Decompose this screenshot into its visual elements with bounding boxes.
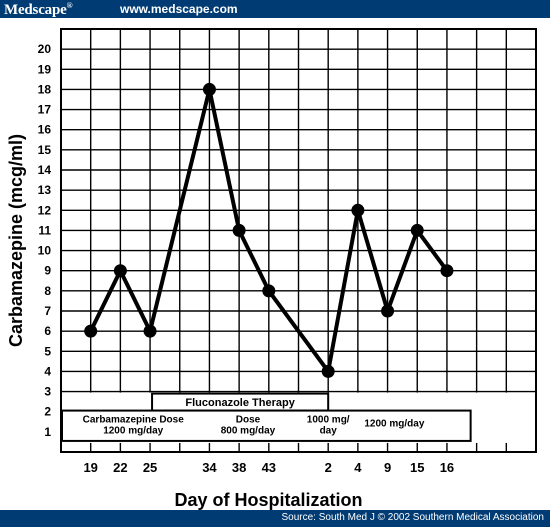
header-banner xyxy=(0,0,550,18)
data-point xyxy=(381,305,394,318)
dose-segment-label: 1000 mg/ xyxy=(306,414,350,426)
x-tick-label: 22 xyxy=(113,460,128,475)
dose-segment-label: Carbamazepine Dose xyxy=(82,414,184,426)
data-point xyxy=(203,83,216,96)
data-point xyxy=(262,284,275,297)
x-tick-label: 9 xyxy=(383,460,392,475)
data-point xyxy=(84,325,97,338)
dose-segment-label: 800 mg/day xyxy=(220,425,276,437)
y-tick-label: 18 xyxy=(37,82,51,97)
data-point xyxy=(144,325,157,338)
x-tick-label: 38 xyxy=(231,460,247,475)
source-citation: Source: South Med J © 2002 Southern Medical Association xyxy=(281,512,544,523)
y-tick-label: 13 xyxy=(37,183,51,198)
y-tick-label: 6 xyxy=(44,324,51,339)
y-tick-label: 19 xyxy=(37,62,51,77)
y-tick-label: 15 xyxy=(37,142,51,157)
y-tick-label: 9 xyxy=(44,263,51,278)
brand-name: Medscape xyxy=(4,2,67,18)
data-point xyxy=(233,224,246,237)
y-tick-label: 17 xyxy=(37,102,51,117)
dose-segment-label: day xyxy=(319,425,337,437)
y-tick-label: 4 xyxy=(44,364,51,379)
x-tick-label: 34 xyxy=(202,460,217,475)
carbamazepine-chart xyxy=(0,18,550,510)
y-tick-label: 20 xyxy=(37,42,51,57)
x-axis-label: Day of Hospitalization xyxy=(174,490,363,510)
x-tick-label: 19 xyxy=(83,460,98,475)
y-tick-label: 16 xyxy=(37,122,51,137)
y-tick-label: 11 xyxy=(38,223,51,238)
y-tick-label: 14 xyxy=(37,163,51,177)
y-tick-label: 12 xyxy=(37,203,51,218)
y-tick-label: 8 xyxy=(44,283,51,298)
data-point xyxy=(322,365,335,378)
y-axis-label: Carbamazepine (mcg/ml) xyxy=(6,133,26,348)
dose-segment-label: Dose xyxy=(235,414,261,426)
x-tick-label: 16 xyxy=(439,460,455,475)
y-tick-label: 7 xyxy=(44,304,51,318)
y-tick-label: 5 xyxy=(44,344,51,359)
medscape-logo[interactable] xyxy=(4,1,72,19)
data-point xyxy=(440,264,453,277)
site-url-link[interactable]: www.medscape.com xyxy=(120,2,238,16)
therapy-bar-label: Fluconazole Therapy xyxy=(185,397,295,410)
x-tick-label: 2 xyxy=(324,460,332,475)
x-tick-label: 25 xyxy=(142,460,158,475)
x-tick-label: 15 xyxy=(410,460,425,475)
footer-banner xyxy=(0,510,550,527)
data-point xyxy=(351,204,364,217)
x-tick-label: 4 xyxy=(354,460,362,475)
y-tick-label: 3 xyxy=(44,384,51,399)
y-tick-label: 2 xyxy=(44,404,51,419)
x-tick-label: 43 xyxy=(261,460,277,475)
dose-segment-label: 1200 mg/day xyxy=(103,425,164,437)
y-tick-label: 1 xyxy=(44,424,51,439)
y-tick-label: 10 xyxy=(37,243,51,258)
data-point xyxy=(114,264,127,277)
data-point xyxy=(411,224,424,237)
dose-segment-label: 1200 mg/day xyxy=(364,418,425,430)
registered-mark: ® xyxy=(66,1,73,10)
